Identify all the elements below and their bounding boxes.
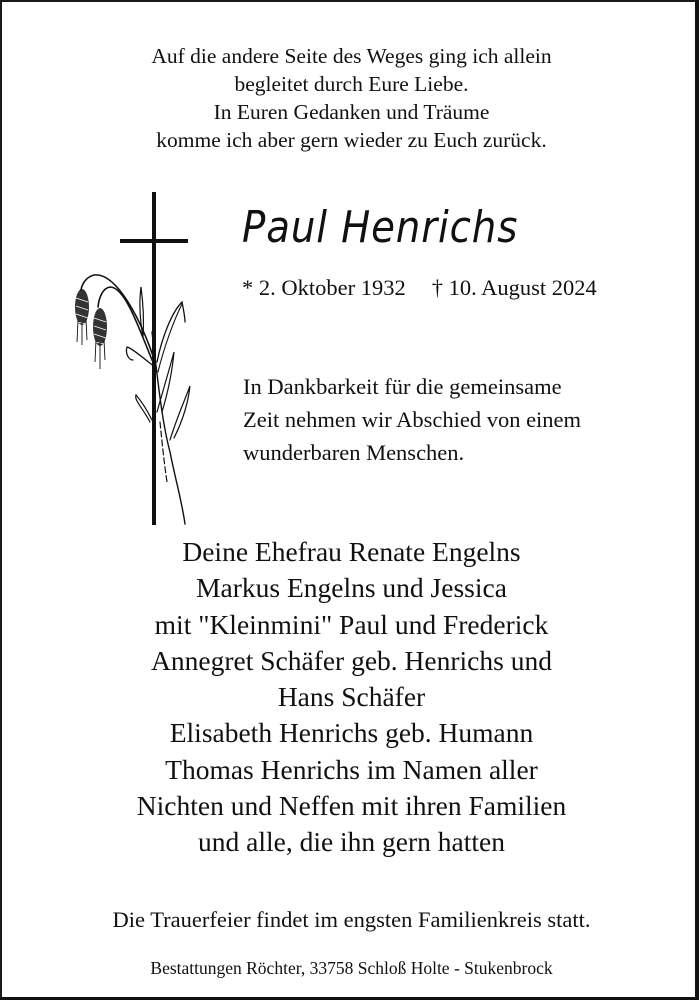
mourner-line: Deine Ehefrau Renate Engelns [182,536,521,567]
ceremony-note: Die Trauerfeier findet im engsten Familienkreis statt. [112,907,591,932]
mourner-line: Thomas Henrichs im Namen aller [165,753,538,785]
mourner-line: Elisabeth Henrichs geb. Humann [169,717,534,749]
verse-line: begleitet durch Eure Liebe. [234,72,469,96]
death-date: † 10. August 2024 [431,275,597,300]
gratitude-line: wunderbaren Menschen. [243,440,465,465]
mourner-line: und alle, die ihn gern hatten [198,826,505,858]
verse [2,42,699,154]
birth-date: * 2. Oktober 1932 [242,275,406,300]
life-dates [242,274,597,302]
gratitude-line: In Dankbarkeit für die gemeinsame [243,374,562,399]
mourner-line: Nichten und Neffen mit ihren Familien [136,790,567,822]
mourner-line: Annegret Schäfer geb. Henrichs und [151,644,552,676]
verse-line: Auf die andere Seite des Weges ging ich allein [151,44,552,68]
mourner-line: Hans Schäfer [277,681,426,713]
mourners-list [2,534,699,861]
verse-line: komme ich aber gern wieder zu Euch zurück. [156,128,547,152]
deceased-name: Paul Henrichs [242,202,519,253]
mourner-line: mit "Kleinmini" Paul und Frederick [154,608,549,640]
gratitude-text [243,370,581,469]
verse-line: In Euren Gedanken und Träume [213,100,490,124]
mourner-line: Markus Engelns und Jessica [196,572,507,604]
gratitude-line: Zeit nehmen wir Abschied von einem [243,407,582,432]
undertaker-info: Bestattungen Röchter, 33758 Schloß Holte - Stukenbrock [150,958,553,978]
cross-with-wheat-icon [62,182,202,532]
